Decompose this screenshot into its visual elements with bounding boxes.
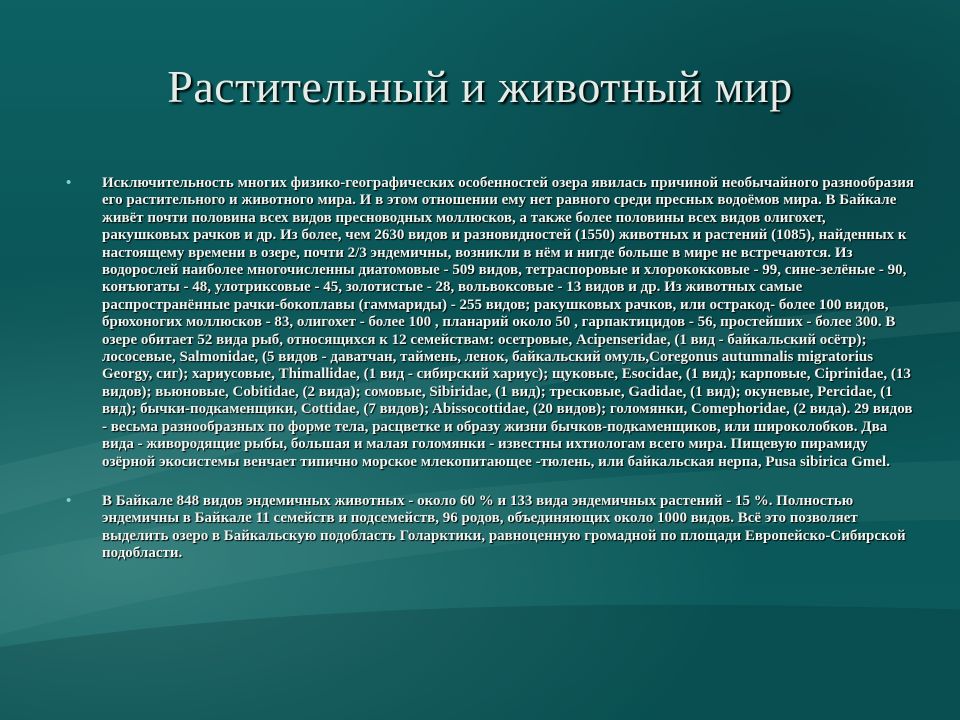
bullet-item: [66, 493, 916, 563]
bullet-text: В Байкале 848 видов эндемичных животных - около 60 % и 133 вида эндемичных растений - 15 %. Полностью эндемичны в Байкале 11 семейств и подсемейств, 96 родов, объединяющих около 1000 видов. Всё это позволяет выделить озеро в Байкальскую подобласть Голарктики, равноценную громадной по площади Европейско-Сибирской подобласти.: [102, 492, 906, 562]
bullet-list: [66, 175, 916, 563]
bullet-text: Исключительность многих физико-географических особенностей озера явилась причиной необычайного разнообразия его растительного и животного мира. И в этом отношении ему нет равного среди пресных водоёмов мира. В Байкале живёт почти половина всех видов пресноводных моллюсков, а также более половины всех видов олигохет, ракушковых рачков и др. Из более, чем 2630 видов и разновидностей (1550) животных и растений (1085), найденных к настоящему времени в озере, почти 2/3 эндемичны, возникли в нём и нигде больше в мире не встречаются. Из водорослей наиболее многочисленны диатомовые - 509 видов, тетраспоровые и хлорококковые - 99, сине-зелёные - 90, конъюгаты - 48, улотриксовые - 45, золотистые - 28, вольвоксовые - 13 видов и др. Из животных самые распространённые рачки-бокоплавы (гаммариды) - 255 видов; ракушковых рачков, или остракод- более 100 видов, брюхоногих моллюсков - 83, олигохет - более 100 , планарий около 50 , гарпактицидов - 56, простейших - более 300. В озере обитает 52 вида рыб, относящихся к 12 семействам: осетровые, Acipenseridae, (1 вид - байкальский осётр); лососевые, Salmonidae, (5 видов - даватчан, таймень, ленок, байкальский омуль,Coregonus autumnalis migratorius Georgy, сиг); хариусовые, Thimallidae, (1 вид - сибирский хариус); щуковые, Esocidae, (1 вид); карповые, Ciprinidae, (13 видов); вьюновые, Cobitidae, (2 вида); сомовые, Sibiridae, (1 вид); тресковые, Gadidae, (1 вид); окуневые, Percidae, (1 вид); бычки-подкаменщики, Cottidae, (7 видов); Abissocottidae, (20 видов); голомянки, Comephoridae, (2 вида). 29 видов - весьма разнообразных по форме тела, расцветке и образу жизни бычков-подкаменщиков, или широколобков. Два вида - живородящие рыбы, большая и малая голомянки - известны ихтиологам всего мира. Пищевую пирамиду озёрной экосистемы венчает типично морское млекопитающее -тюлень, или байкальская нерпа, Pusa sibirica Gmel.: [102, 175, 914, 470]
bullet-marker: •: [66, 175, 72, 191]
bullet-marker: •: [66, 492, 72, 509]
slide-title: Растительный и животный мир: [167, 61, 793, 112]
bullet-item: [66, 175, 916, 471]
